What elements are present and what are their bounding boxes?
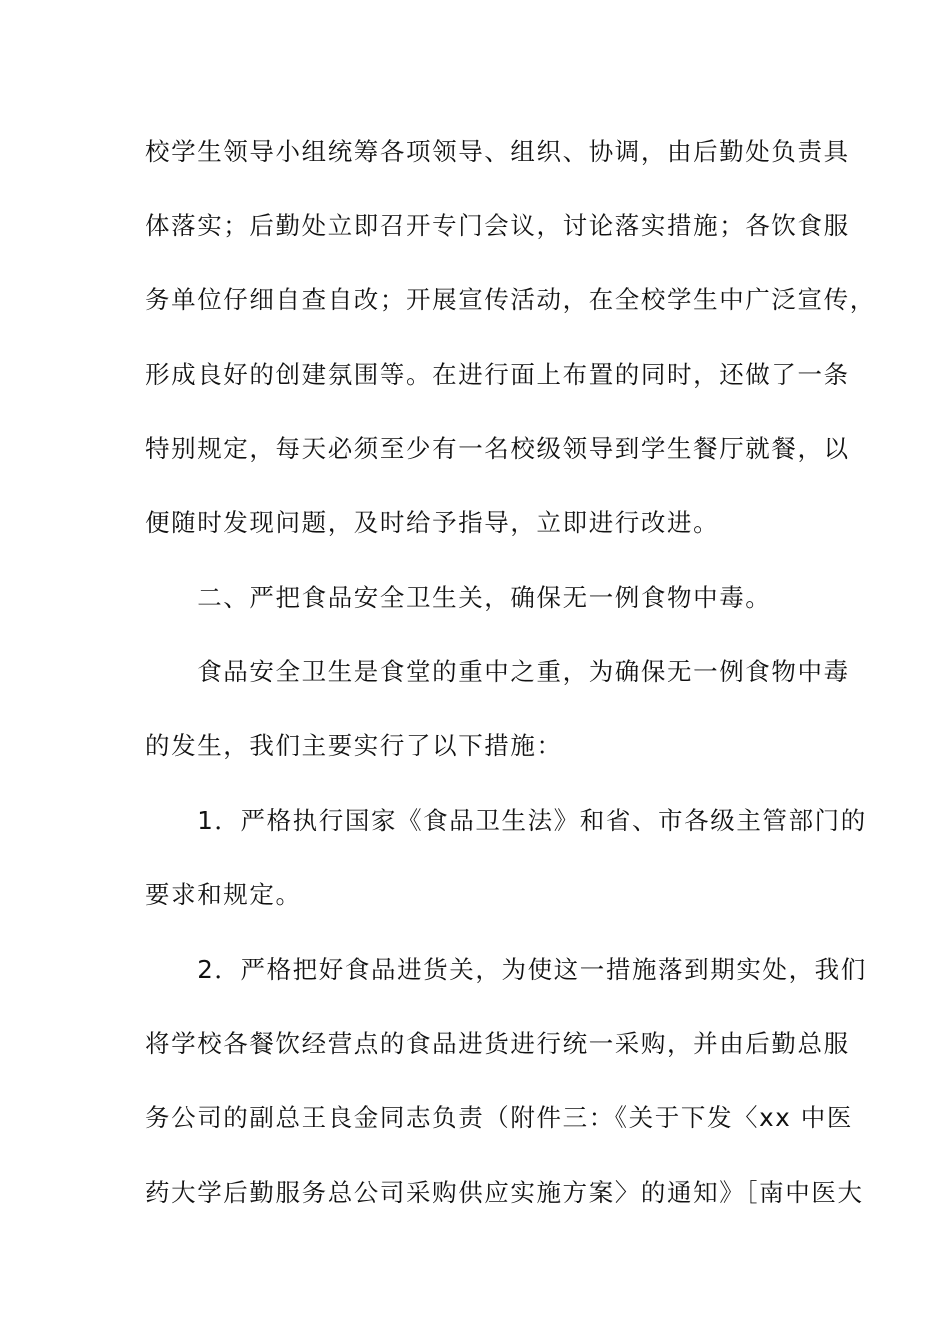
text-line: 务单位仔细自查自改；开展宣传活动，在全校学生中广泛宣传， (145, 285, 876, 314)
text-line: 校学生领导小组统筹各项领导、组织、协调，由后勤处负责具 (145, 137, 850, 166)
text-line: 务公司的副总王良金同志负责（附件三：《关于下发〈xx 中医 (145, 1103, 853, 1132)
paragraph-start: 食品安全卫生是食堂的重中之重，为确保无一例食物中毒 (145, 657, 850, 686)
section-heading: 二、严把食品安全卫生关，确保无一例食物中毒。 (145, 583, 772, 612)
text-line: 体落实；后勤处立即召开专门会议，讨论落实措施；各饮食服 (145, 211, 850, 240)
text-line: 的发生，我们主要实行了以下措施： (145, 731, 563, 760)
text-line: 要求和规定。 (145, 880, 302, 909)
list-item-2: 2．严格把好食品进货关，为使这一措施落到期实处，我们 (145, 955, 867, 984)
list-item-1: 1．严格执行国家《食品卫生法》和省、市各级主管部门的 (145, 806, 867, 835)
text-line: 便随时发现问题，及时给予指导，立即进行改进。 (145, 508, 720, 537)
text-line: 药大学后勤服务总公司采购供应实施方案〉的通知》［南中医大 (145, 1178, 864, 1207)
text-line: 将学校各餐饮经营点的食品进货进行统一采购，并由后勤总服 (145, 1029, 850, 1058)
text-line: 特别规定，每天必须至少有一名校级领导到学生餐厅就餐，以 (145, 434, 850, 463)
text-line: 形成良好的创建氛围等。在进行面上布置的同时，还做了一条 (145, 360, 850, 389)
